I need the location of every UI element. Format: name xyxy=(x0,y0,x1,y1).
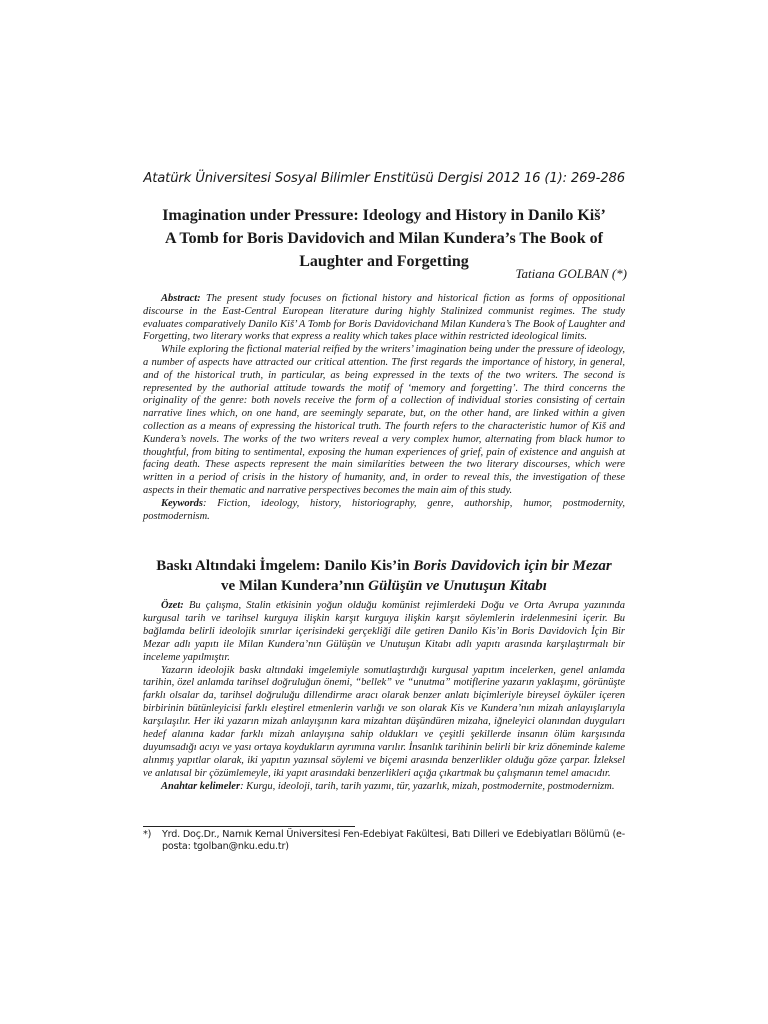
author-footnote xyxy=(143,829,625,853)
paper-title xyxy=(143,204,625,273)
author-name: Tatiana GOLBAN (*) xyxy=(515,266,627,281)
keywords-paragraph xyxy=(143,498,625,524)
turkish-abstract xyxy=(143,600,625,794)
footnote-text: Yrd. Doç.Dr., Namık Kemal Üniversitesi Fen-Edebiyat Fakültesi, Batı Dilleri ve Edebiyatları Bölümü (e-posta: tgolban@nku.edu.tr) xyxy=(162,829,625,852)
turkish-title-line-1 xyxy=(143,556,625,576)
abstract-paragraph-1 xyxy=(143,293,625,344)
turkish-title-line-1-italic: Boris Davidovich için bir Mezar xyxy=(413,558,612,574)
ozet-paragraph-2: Yazarın ideolojik baskı altındaki imgelemiyle somutlaştırdığı kurgusal yapıtım incelerken, genel anlamda tarihin, özel anlamda tarihsel doğruluğun önemi, “bellek” ve “unutma” motiflerine yazarın yaklaşımı, görünüşte farklı olsalar da, tarihsel doğruluğu dillendirme aracı olarak benzer anlatı biçimleriyle bireysel öyküler içeren birbirinin bütünleyicisi farklı eleştirel etmenlerin varlığı ve son olarak Kis ve Kundera’nın mizah anlayışlarıyla karşılaşılır. Her iki yazarın mizah anlayışının kara mizahtan düşündüren mizaha, iğneleyici olanından duyguları hedef alanına kadar farklı mizah anlayışına sahip oldukları ve çeşitli şekillerde insanın ölüm karşısında duyumsadığı acıyı ve yası ortaya koydukların ayrımına varılır. İnsanlık tarihinin belirli bir kriz döneminde kaleme alınmış yapıtlar olarak, iki yapıtın yazınsal söylemi ve biçemi arasında benzerlikler olduğu göze çarpar. İzleksel ve anlatısal bir çözümlemeyle, iki yapıt arasındaki benzerlikleri açığa çıkartmak bu çalışmanın temel amacıdır. xyxy=(143,664,625,779)
ozet-paragraph-1 xyxy=(143,600,625,665)
anahtar-kelimeler-text: : Kurgu, ideoloji, tarih, tarih yazımı, tür, yazarlık, mizah, postmodernite, postmodernizm. xyxy=(240,780,615,792)
footnote-divider xyxy=(143,826,355,827)
turkish-title-line-2 xyxy=(143,576,625,596)
title-line-3: Laughter and Forgetting xyxy=(299,253,469,270)
english-abstract xyxy=(143,293,625,523)
anahtar-kelimeler-label: Anahtar kelimeler xyxy=(161,780,241,792)
abstract-text-1: The present study focuses on fictional history and historical fiction as forms of oppositional discourse in the East-Central European literature during highly Stalinized communist regimes. The study evaluates comparatively Danilo Kiš’ A Tomb for Boris Davidovichand Milan Kundera’s The Book of Laughter and Forgetting, two literary works that express a reality which takes place within restricted ideological limits. xyxy=(143,293,626,343)
abstract-label: Abstract: xyxy=(161,293,201,304)
anahtar-kelimeler-paragraph xyxy=(143,781,625,794)
title-line-2: A Tomb for Boris Davidovich and Milan Kundera’s The Book of xyxy=(164,230,603,247)
keywords-label: Keywords xyxy=(161,497,203,509)
ozet-label: Özet: xyxy=(161,600,184,611)
journal-citation: Atatürk Üniversitesi Sosyal Bilimler Enstitüsü Dergisi 2012 16 (1): 269-286 xyxy=(143,171,625,186)
turkish-title xyxy=(143,556,625,596)
keywords-text: : Fiction, ideology, history, historiography, genre, authorship, humor, postmodernity, postmodernism. xyxy=(143,497,625,522)
abstract-paragraph-2: While exploring the fictional material reified by the writers’ imagination being under the pressure of ideology, a number of aspects have attracted our critical attention. The first regards the importance of history, in general, and of the historical truth, in particular, as being expressed in the texts of the two writers. The second is represented by the authorial attitude towards the motif of ‘memory and forgetting’. The third concerns the originality of the genre: both novels receive the form of a collection of individual stories consisting of certain narrative lines which, on one hand, are seemingly separate, but, on the other hand, are linked within a given collection as a means of expressing the historical truth. The fourth refers to the characteristic humor of Kiš and Kundera’s novels. The works of the two writers reveal a very complex humor, alternating from black humor to thoughtful, from biting to sentimental, exposing the human experiences of grief, pain of existence and anguish at facing death. These aspects represent the main similarities between the two literary discourses, which were written in a period of crisis in the history of humanity, and, in order to reveal this, the investigation of these aspects in their thematic and narrative perspectives becomes the main aim of this study. xyxy=(143,344,625,496)
turkish-title-line-2-plain: ve Milan Kundera’nın xyxy=(221,578,369,594)
turkish-title-line-2-italic: Gülüşün ve Unutuşun Kitabı xyxy=(368,578,547,594)
ozet-text-1: Bu çalışma, Stalin etkisinin yoğun olduğu komünist rejimlerdeki Doğu ve Orta Avrupa yazınında kurgusal tarih ve tarihsel kurguya ilişkin karşıt kurguya ilişkin karşıt söylemlerin irdelenmesini içerir. Bu bağlamda belirli ideolojik sınırlar içerisindeki gerçekliği dile getiren Danilo Kis’in Boris Davidovich İçin Bir Mezar adlı yapıtı ile Milan Kundera’nın Gülüşün ve Unutuşun Kitabı adlı yapıtı arasında karşılaştırmalı bir inceleme yapılmıştır. xyxy=(143,600,626,663)
footnote-mark: *) xyxy=(143,829,152,840)
turkish-title-line-1-plain: Baskı Altındaki İmgelem: Danilo Kis’in xyxy=(156,558,414,574)
title-line-1: Imagination under Pressure: Ideology and History in Danilo Kiš’ xyxy=(162,207,606,224)
